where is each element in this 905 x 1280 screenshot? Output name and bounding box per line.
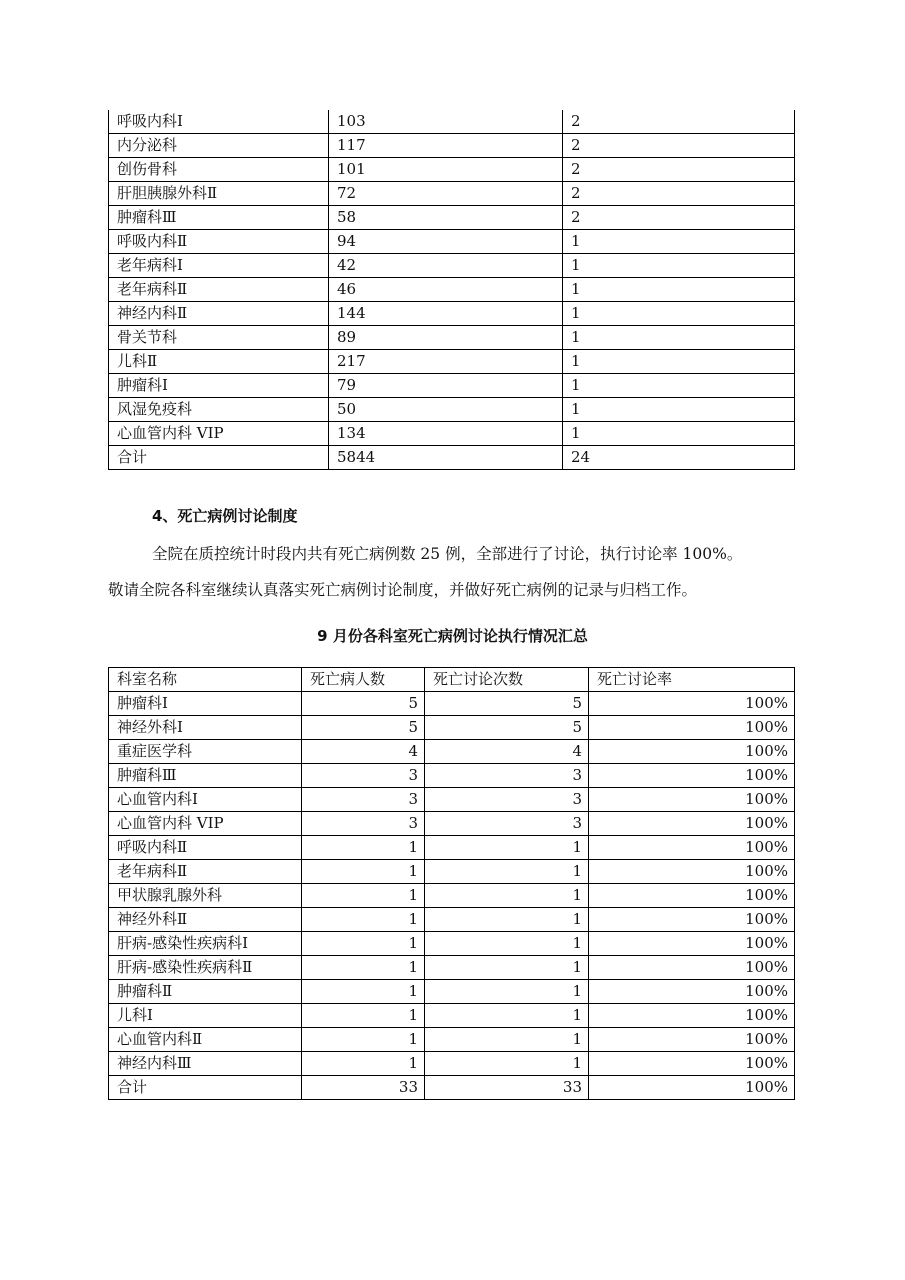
department-stats-table	[108, 110, 795, 470]
table-row	[109, 182, 795, 206]
table-cell: 心血管内科 VIP	[109, 422, 329, 446]
table-row	[109, 740, 795, 764]
table-row	[109, 422, 795, 446]
table-row	[109, 884, 795, 908]
table-cell: 肝病-感染性疾病科Ⅱ	[109, 956, 302, 980]
table-row	[109, 908, 795, 932]
table-cell: 100%	[589, 1052, 795, 1076]
table-cell: 1	[302, 932, 425, 956]
table-caption: 9 月份各科室死亡病例讨论执行情况汇总	[317, 627, 588, 645]
table-cell: 1	[302, 860, 425, 884]
table-cell: 1	[302, 884, 425, 908]
table-cell: 100%	[589, 716, 795, 740]
table-cell: 1	[425, 1052, 589, 1076]
table-cell: 4	[425, 740, 589, 764]
table-cell: 72	[329, 182, 563, 206]
table-cell: 1	[563, 374, 795, 398]
table-cell: 心血管内科Ⅰ	[109, 788, 302, 812]
table-cell: 1	[425, 908, 589, 932]
table-cell: 134	[329, 422, 563, 446]
section-heading: 4、死亡病例讨论制度	[152, 507, 298, 525]
table-row	[109, 1076, 795, 1100]
table-cell: 100%	[589, 740, 795, 764]
table-cell: 肿瘤科Ⅲ	[109, 206, 329, 230]
table-cell: 心血管内科 VIP	[109, 812, 302, 836]
table-row	[109, 254, 795, 278]
table-row	[109, 326, 795, 350]
table-row	[109, 956, 795, 980]
table-cell: 神经内科Ⅲ	[109, 1052, 302, 1076]
table-cell: 3	[425, 812, 589, 836]
table-cell: 5	[302, 692, 425, 716]
table-row	[109, 446, 795, 470]
table-cell: 100%	[589, 1028, 795, 1052]
table-cell: 100%	[589, 860, 795, 884]
table-cell: 1	[425, 980, 589, 1004]
table-cell: 1	[425, 956, 589, 980]
table-row	[109, 932, 795, 956]
table-row	[109, 398, 795, 422]
table-cell: 3	[425, 788, 589, 812]
summary-paragraph: 全院在质控统计时段内共有死亡病例数 25 例，全部进行了讨论，执行讨论率 100%。	[152, 545, 743, 563]
table-cell: 42	[329, 254, 563, 278]
table-row	[109, 302, 795, 326]
header-row	[109, 668, 795, 692]
table-row	[109, 836, 795, 860]
table-cell: 58	[329, 206, 563, 230]
table-cell: 1	[302, 908, 425, 932]
table-cell: 100%	[589, 812, 795, 836]
header-cell: 死亡讨论次数	[425, 668, 589, 692]
table-cell: 3	[425, 764, 589, 788]
table-row	[109, 278, 795, 302]
table-cell: 肿瘤科Ⅰ	[109, 692, 302, 716]
table-cell: 217	[329, 350, 563, 374]
table-cell: 1	[302, 836, 425, 860]
table-cell: 创伤骨科	[109, 158, 329, 182]
table-cell: 100%	[589, 956, 795, 980]
table-cell: 79	[329, 374, 563, 398]
table-cell: 2	[563, 158, 795, 182]
table-cell: 144	[329, 302, 563, 326]
table-cell: 神经外科Ⅰ	[109, 716, 302, 740]
table-row	[109, 110, 795, 134]
table-cell: 呼吸内科Ⅱ	[109, 230, 329, 254]
table-cell: 风湿免疫科	[109, 398, 329, 422]
table-cell: 1	[302, 956, 425, 980]
table-cell: 117	[329, 134, 563, 158]
table-cell: 100%	[589, 980, 795, 1004]
header-cell: 死亡病人数	[302, 668, 425, 692]
table-cell: 2	[563, 110, 795, 134]
header-cell: 科室名称	[109, 668, 302, 692]
table-cell: 5	[425, 716, 589, 740]
table-cell: 儿科Ⅱ	[109, 350, 329, 374]
table-cell: 100%	[589, 764, 795, 788]
table-cell: 24	[563, 446, 795, 470]
table-cell: 神经外科Ⅱ	[109, 908, 302, 932]
table-cell: 内分泌科	[109, 134, 329, 158]
table-cell: 100%	[589, 908, 795, 932]
table-cell: 1	[425, 860, 589, 884]
table-row	[109, 1052, 795, 1076]
table-cell: 1	[302, 1004, 425, 1028]
table-cell: 33	[302, 1076, 425, 1100]
table-cell: 老年病科Ⅱ	[109, 278, 329, 302]
table-cell: 老年病科Ⅱ	[109, 860, 302, 884]
table-cell: 101	[329, 158, 563, 182]
table-cell: 5	[302, 716, 425, 740]
table-cell: 1	[425, 884, 589, 908]
table-row	[109, 788, 795, 812]
request-paragraph: 敬请全院各科室继续认真落实死亡病例讨论制度，并做好死亡病例的记录与归档工作。	[108, 581, 698, 599]
table-cell: 89	[329, 326, 563, 350]
table-cell: 46	[329, 278, 563, 302]
table-cell: 94	[329, 230, 563, 254]
table-cell: 1	[425, 836, 589, 860]
table-row	[109, 158, 795, 182]
table-cell: 5	[425, 692, 589, 716]
table-row	[109, 206, 795, 230]
table-cell: 1	[563, 230, 795, 254]
table-cell: 老年病科Ⅰ	[109, 254, 329, 278]
table-cell: 1	[563, 254, 795, 278]
table-cell: 心血管内科Ⅱ	[109, 1028, 302, 1052]
table-cell: 50	[329, 398, 563, 422]
table-row	[109, 716, 795, 740]
table-cell: 100%	[589, 1004, 795, 1028]
table-cell: 100%	[589, 932, 795, 956]
table-cell: 甲状腺乳腺外科	[109, 884, 302, 908]
table-cell: 4	[302, 740, 425, 764]
table-cell: 1	[563, 350, 795, 374]
table-cell: 2	[563, 182, 795, 206]
table-cell: 5844	[329, 446, 563, 470]
header-cell: 死亡讨论率	[589, 668, 795, 692]
table-cell: 103	[329, 110, 563, 134]
table-row	[109, 1004, 795, 1028]
table-cell: 重症医学科	[109, 740, 302, 764]
table-row	[109, 134, 795, 158]
table-cell: 100%	[589, 692, 795, 716]
table-row	[109, 812, 795, 836]
table-row	[109, 764, 795, 788]
table-cell: 1	[563, 398, 795, 422]
table-cell: 2	[563, 134, 795, 158]
table-row	[109, 1028, 795, 1052]
table-cell: 呼吸内科Ⅰ	[109, 110, 329, 134]
table-cell: 肿瘤科Ⅱ	[109, 980, 302, 1004]
table-cell: 100%	[589, 788, 795, 812]
table-cell: 骨关节科	[109, 326, 329, 350]
table-cell: 100%	[589, 884, 795, 908]
table-row	[109, 860, 795, 884]
table-cell: 呼吸内科Ⅱ	[109, 836, 302, 860]
table-cell: 1	[563, 278, 795, 302]
table-cell: 1	[302, 1028, 425, 1052]
table-cell: 33	[425, 1076, 589, 1100]
table-cell: 肿瘤科Ⅰ	[109, 374, 329, 398]
table-cell: 肝病-感染性疾病科Ⅰ	[109, 932, 302, 956]
table-cell: 1	[563, 422, 795, 446]
table-cell: 1	[563, 326, 795, 350]
table-cell: 3	[302, 812, 425, 836]
table-cell: 100%	[589, 836, 795, 860]
table-cell: 1	[425, 1004, 589, 1028]
table-row	[109, 230, 795, 254]
table-cell: 肝胆胰腺外科Ⅱ	[109, 182, 329, 206]
table-cell: 1	[563, 302, 795, 326]
table-cell: 2	[563, 206, 795, 230]
table-row	[109, 350, 795, 374]
death-discussion-table	[108, 667, 795, 1100]
table-cell: 3	[302, 764, 425, 788]
table-cell: 1	[425, 1028, 589, 1052]
table-row	[109, 692, 795, 716]
table-cell: 1	[302, 1052, 425, 1076]
table-row	[109, 374, 795, 398]
table-cell: 神经内科Ⅱ	[109, 302, 329, 326]
table-cell: 肿瘤科Ⅲ	[109, 764, 302, 788]
table-cell: 100%	[589, 1076, 795, 1100]
table-cell: 1	[425, 932, 589, 956]
table-cell: 1	[302, 980, 425, 1004]
table-cell: 3	[302, 788, 425, 812]
table-cell: 合计	[109, 446, 329, 470]
table-row	[109, 980, 795, 1004]
table-cell: 儿科Ⅰ	[109, 1004, 302, 1028]
table-cell: 合计	[109, 1076, 302, 1100]
